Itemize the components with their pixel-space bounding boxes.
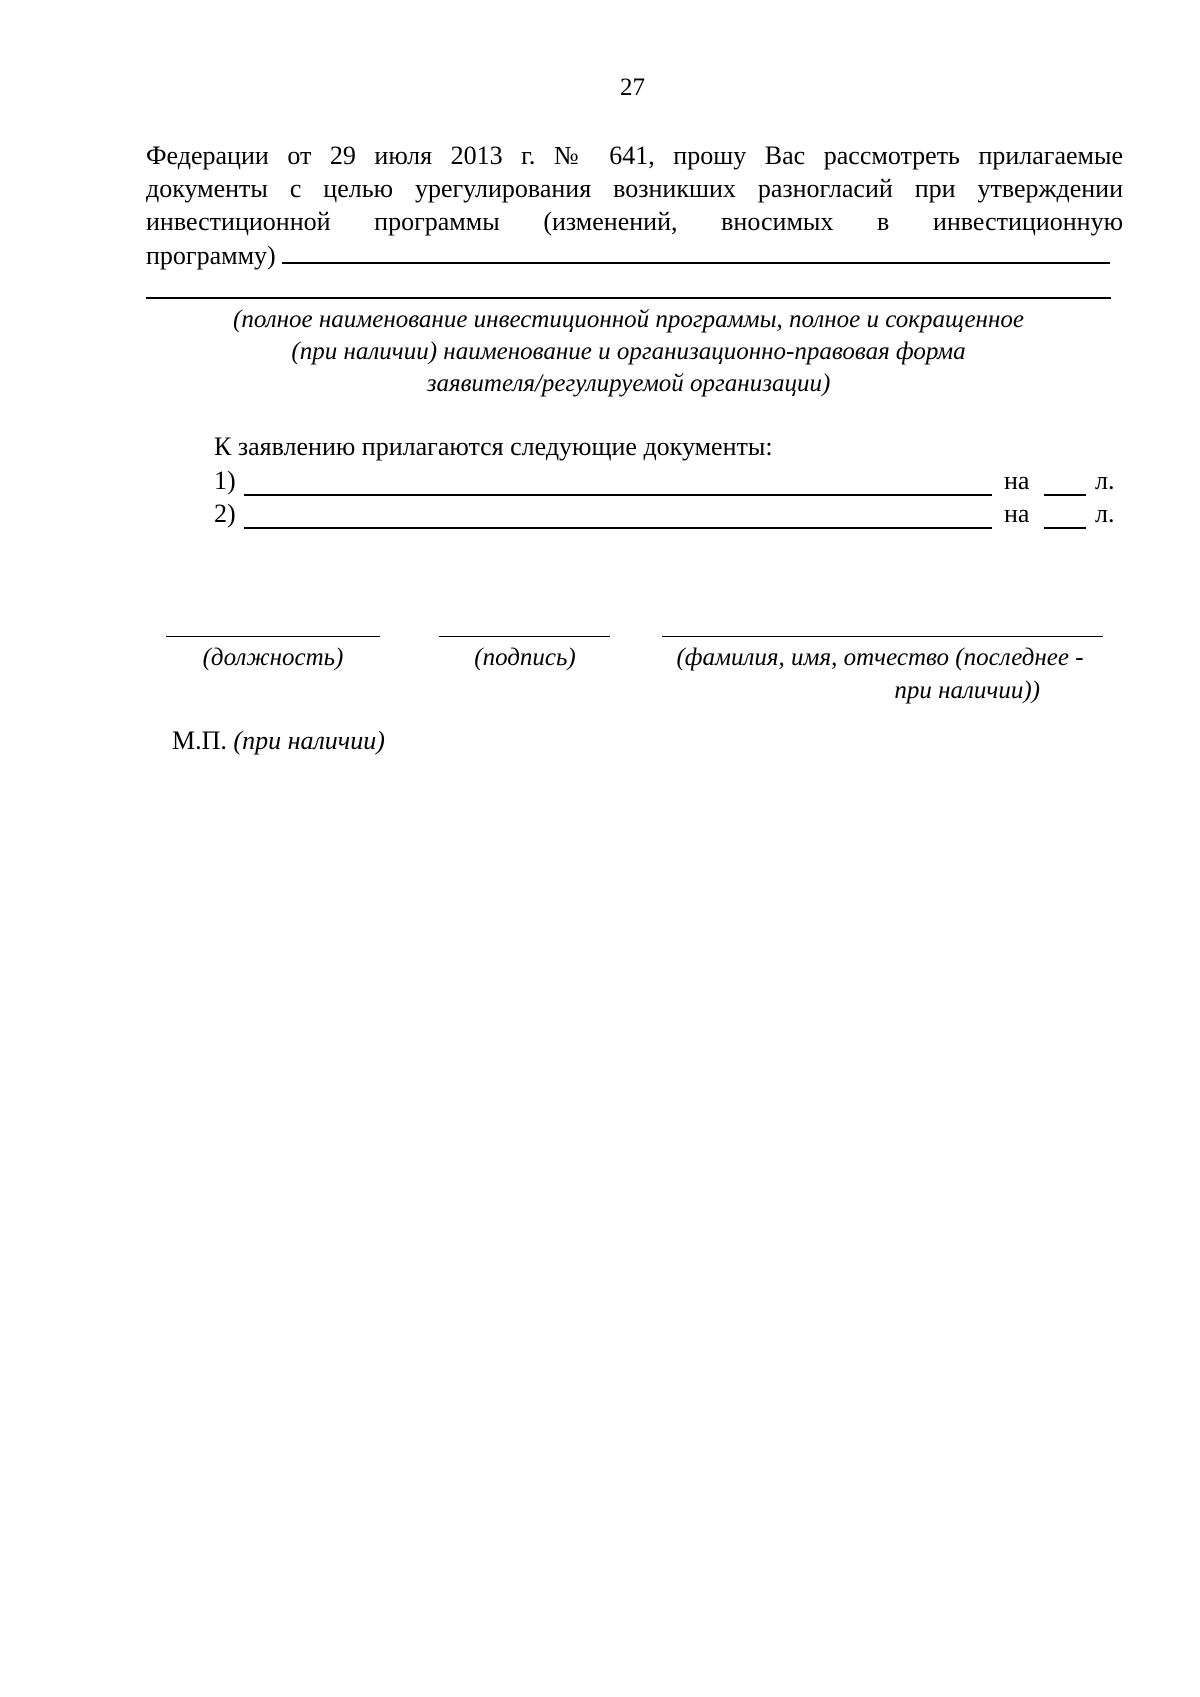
attachment-na-label: на (1004, 466, 1030, 495)
program-name-fill-line-2[interactable] (146, 297, 1111, 299)
full-name-caption-line-2: при наличии)) (894, 677, 1040, 704)
full-name-fill-line[interactable] (662, 636, 1103, 637)
position-fill-line[interactable] (166, 636, 380, 637)
attachment-pages-fill-line[interactable] (1044, 527, 1086, 529)
stamp-place (172, 726, 385, 756)
attachment-na-label: на (1004, 499, 1030, 528)
paragraph-line-3: инвестиционной программы (изменений, вносимых в инвестиционную (146, 207, 1123, 236)
attachments-heading: К заявлению прилагаются следующие документы: (214, 432, 773, 461)
attachment-pages-fill-line[interactable] (1044, 494, 1086, 496)
attachment-pages-unit: л. (1095, 466, 1115, 495)
program-name-caption (146, 304, 1111, 400)
paragraph-line-1: Федерации от 29 июля 2013 г. № 641, прошу Вас рассмотреть прилагаемые (146, 141, 1123, 170)
attachment-item-2 (214, 499, 1114, 532)
attachment-pages-unit: л. (1095, 499, 1115, 528)
caption-line-3: заявителя/регулируемой организации) (426, 370, 831, 397)
paragraph-line-4-text: программу) (146, 241, 276, 270)
caption-line-1: (полное наименование инвестиционной программы, полное и сокращенное (233, 306, 1024, 333)
attachment-item-1 (214, 466, 1114, 499)
attachment-name-fill-line[interactable] (244, 527, 992, 529)
attachment-name-fill-line[interactable] (244, 494, 992, 496)
attachment-number: 1) (214, 466, 236, 495)
full-name-caption-line-1: (фамилия, имя, отчество (последнее - (676, 644, 1084, 671)
request-paragraph (146, 139, 1123, 271)
attachment-number: 2) (214, 499, 236, 528)
full-name-caption (640, 641, 1120, 707)
stamp-label: М.П. (172, 726, 227, 755)
signature-caption: (подпись) (474, 644, 576, 671)
paragraph-line-4 (146, 238, 1123, 271)
signature-fill-line[interactable] (439, 636, 610, 637)
paragraph-line-2: документы с целью урегулирования возникших разногласий при утверждении (146, 174, 1123, 203)
stamp-note: (при наличии) (233, 726, 385, 755)
caption-line-2: (при наличии) наименование и организационно-правовая форма (291, 338, 966, 365)
page-number: 27 (620, 74, 645, 101)
position-caption: (должность) (202, 644, 344, 671)
program-name-fill-line[interactable] (282, 238, 1110, 264)
